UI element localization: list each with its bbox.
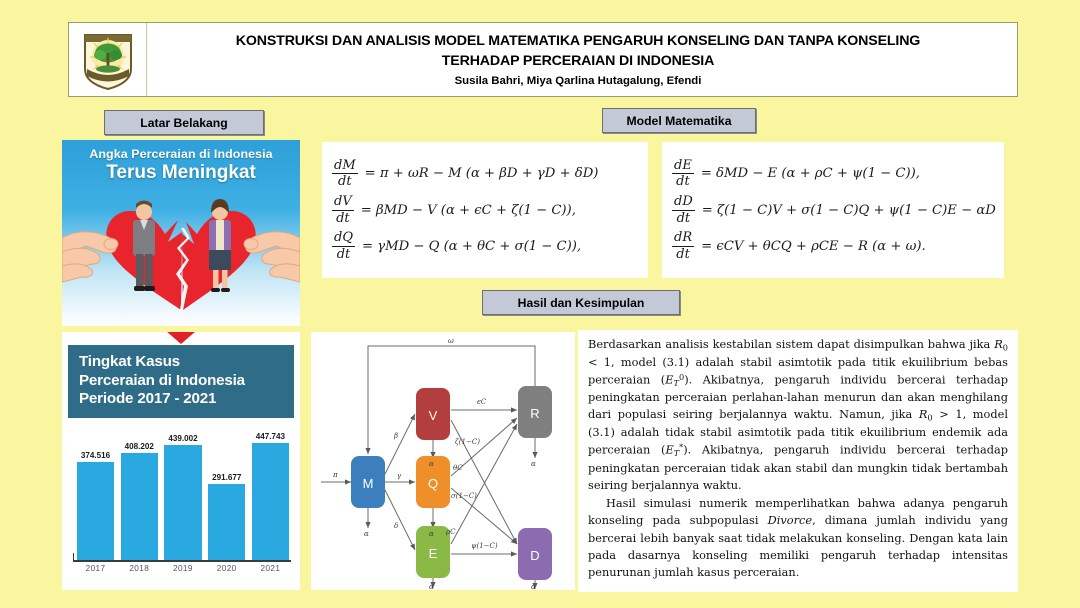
x-tick-label: 2020 (216, 563, 237, 573)
flow-diagram-svg (311, 332, 575, 590)
edge-label-alpha: α (429, 530, 434, 538)
title-text-block (147, 32, 1017, 86)
compartmental-flow-diagram (311, 332, 575, 590)
infographic-headline-small: Angka Perceraian di Indonesia (89, 147, 273, 161)
edge-label-alpha: α (364, 530, 369, 538)
poster-title-line2: TERHADAP PERCERAIAN DI INDONESIA (441, 52, 715, 69)
bar-2019 (164, 445, 201, 560)
infographic-heading (62, 140, 300, 184)
bar-2021 (252, 443, 289, 561)
infographic-headline-large: Terus Meningkat (106, 162, 256, 183)
symbol-ET0: E (665, 372, 674, 387)
edge-label-alpha: α (429, 583, 434, 590)
edge-label-m-to-e: δ (394, 522, 399, 530)
node-label-M: M (362, 476, 374, 491)
equation-rhs: = γMD − Q (α + θC + σ(1 − C)), (361, 238, 582, 254)
symbol-R0: R (994, 337, 1003, 351)
poster-title-line1: KONSTRUKSI DAN ANALISIS MODEL MATEMATIKA PENGARUH KONSELING DAN TANPA KONSELING (235, 33, 921, 50)
node-label-Q: Q (427, 476, 439, 491)
symbol-ETstar: E (665, 442, 674, 457)
bar-value-label: 439.002 (168, 434, 198, 444)
edge-label-alpha: α (531, 460, 536, 468)
chart-bar-group (208, 427, 245, 561)
node-label-V: V (428, 408, 438, 423)
chart-title-line3: Periode 2017 - 2021 (79, 390, 217, 408)
bar-value-label: 291.677 (212, 473, 242, 482)
equation-rhs: = βMD − V (α + ϵC + ζ(1 − C)), (360, 202, 576, 218)
section-header-latar-belakang: Latar Belakang (104, 110, 264, 135)
equation-rhs: = ζ(1 − C)V + σ(1 − C)Q + ψ(1 − C)E − αD (701, 202, 996, 218)
text-run: ). Akibatnya, pengaruh individu bercerai terhadap peningkatan perceraian tidak akan stabil dan mungkin tidak bertambah seiring berjalannya waktu. (588, 442, 1008, 492)
derivative-fraction: $\frac{dR}{dt}$ (674, 230, 693, 262)
edge-label-r-to-m: ω (448, 337, 454, 345)
derivative-fraction: $\frac{dV}{dt}$ (334, 193, 352, 226)
equation-rhs: = ϵCV + θCQ + ρCE − R (α + ω). (701, 238, 926, 254)
equation-row (332, 159, 638, 189)
broken-heart-illustration (62, 186, 300, 316)
symbol-subscript: T (673, 448, 680, 459)
edge-label-alpha: α (531, 583, 536, 590)
chart-x-axis (73, 560, 291, 561)
edge-label-v-to-r: ϵC (477, 398, 487, 406)
chart-x-tick-labels (77, 564, 289, 579)
x-tick-label: 2019 (173, 563, 193, 573)
symbol-subscript: 0 (927, 412, 933, 423)
edge-label-alpha: α (429, 460, 434, 468)
edge-label-v-to-d: ζ(1−C) (455, 438, 480, 446)
section-header-model-matematika: Model Matematika (602, 108, 756, 133)
symbol-superscript: 0 (678, 371, 685, 382)
text-run: , dimana jumlah individu yang bercerai lebih banyak saat tidak melakukan konseling. Dengan kata lain pada dasarnya konseling memiliki pengaruh terhadap intensitas penurunan jumlah kasus perceraian. (588, 513, 1008, 580)
equation-row (332, 195, 638, 225)
equation-panel-right (662, 142, 1004, 278)
conclusion-paragraph-2 (588, 495, 1008, 581)
equation-rhs: = δMD − E (α + ρC + ψ(1 − C)), (700, 166, 920, 182)
equation-row (332, 231, 638, 261)
bar-2020 (208, 484, 245, 561)
equation-row (672, 195, 994, 225)
edge-label-m-to-q: γ (397, 472, 402, 480)
bar-2018 (121, 453, 158, 560)
text-run: Berdasarkan analisis kestabilan sistem dapat disimpulkan bahwa jika (588, 337, 995, 351)
edge-label-e-to-d: ψ(1−C) (471, 542, 498, 550)
text-run: < 1, model (3.1) adalah stabil asimtotik pada titik ekuilibrium bebas perceraian ( (588, 354, 1008, 387)
chart-bar-group (121, 427, 158, 561)
x-tick-label: 2017 (85, 563, 106, 573)
equation-rhs: = π + ωR − M (α + βD + γD + δD) (364, 166, 599, 182)
edge-label-q-to-r: θC (453, 464, 463, 472)
equation-row (672, 159, 994, 189)
symbol-subscript: T (673, 377, 679, 388)
bar-value-label: 447.743 (255, 432, 286, 441)
university-crest-logo-icon (81, 29, 135, 91)
bar-value-label: 408.202 (124, 442, 154, 452)
derivative-fraction: $\frac{dQ}{dt}$ (334, 230, 353, 262)
edge-label-e-to-r: ρC (446, 528, 456, 536)
chart-title-band (68, 345, 294, 418)
x-tick-label: 2021 (260, 563, 281, 573)
derivative-fraction: $\frac{dM}{dt}$ (334, 157, 356, 190)
chart-title-line2: Perceraian di Indonesia (79, 371, 245, 389)
derivative-fraction: $\frac{dE}{dt}$ (674, 157, 692, 190)
text-run: > 1, model (3.1) adalah tidak stabil asimtotik pada titik ekuilibrium endemik ada perceraian ( (588, 407, 1008, 457)
text-run: Hasil simulasi numerik memperlihatkan bahwa adanya pengaruh konseling pada subpopulasi (588, 496, 1008, 528)
chart-bar-group (77, 427, 114, 561)
edge-label-m-to-v: β (394, 432, 399, 440)
poster-authors: Susila Bahri, Miya Qarlina Hutagalung, Efendi (454, 74, 702, 87)
infographic-divorce-rising (62, 140, 300, 326)
derivative-fraction: $\frac{dD}{dt}$ (674, 193, 693, 226)
chart-bar-group (252, 427, 289, 561)
edge-label-inflow: π (333, 471, 338, 479)
chart-y-axis (73, 553, 74, 562)
broken-heart-couple-icon (62, 186, 300, 316)
red-arrow-marker-icon (166, 332, 196, 344)
symbol-R0: R (918, 407, 928, 422)
node-label-D: D (530, 548, 540, 563)
chart-title-line1: Tingkat Kasus (79, 353, 180, 370)
edge-label-q-to-d: σ(1−C) (451, 492, 477, 500)
node-label-R: R (530, 406, 540, 421)
x-tick-label: 2018 (129, 563, 150, 573)
equation-row (672, 231, 994, 261)
symbol-subscript: 0 (1002, 342, 1008, 353)
conclusion-paragraph-1 (588, 336, 1008, 494)
chart-plot-area (73, 427, 291, 579)
node-label-E: E (428, 546, 438, 561)
chart-bar-group (164, 427, 201, 561)
bar-2017 (77, 462, 114, 560)
section-header-hasil-kesimpulan: Hasil dan Kesimpulan (482, 290, 680, 315)
bar-value-label: 374.516 (80, 451, 111, 461)
term-divorce: Divorce (767, 513, 813, 528)
conclusion-text-panel (578, 330, 1018, 592)
infographic-divorce-cases-chart (62, 332, 300, 590)
text-run: ). Akibatnya, pengaruh individu bercerai terhadap peningkatan perceraian perlahan-lahan menurun dan akan menghilang dari populasi seiring berjalannya waktu. Namun, jika (588, 372, 1008, 422)
poster-title-bar (68, 22, 1018, 97)
logo-cell (69, 23, 147, 96)
equation-panel-left (322, 142, 648, 278)
symbol-superscript: * (679, 442, 684, 453)
chart-bars (77, 427, 289, 561)
